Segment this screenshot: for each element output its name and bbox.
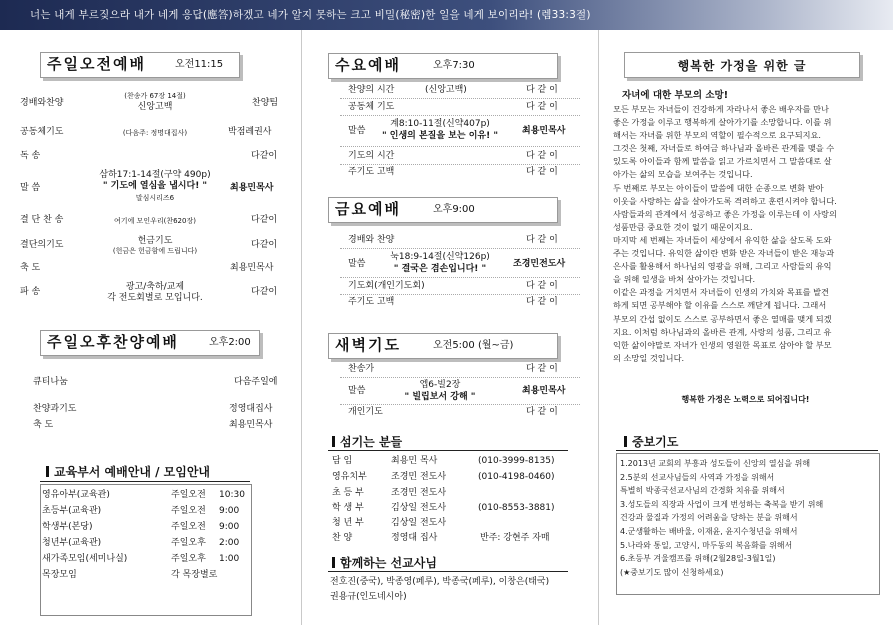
edu-row-day: 주일오후 <box>171 554 206 564</box>
row-divider <box>340 146 580 147</box>
order-detail: (헌금은 헌금함에 드립니다) <box>112 247 198 255</box>
article-line: 부모의 간섭 없이도 스스로 공부하면서 좋은 열매를 맺게 되겠 <box>613 313 832 324</box>
article-line: 을 위해 일생을 바쳐 살아가는 것입니다. <box>613 274 756 285</box>
order-detail: " 기도에 열심을 냅시다! " <box>102 181 208 191</box>
order-detail: " 인생의 본질을 보는 이유! " <box>381 131 499 141</box>
edu-row-day: 각 목장별로 <box>171 570 218 580</box>
order-detail: (찬송가 67장 14절) <box>124 92 186 100</box>
server-name: 김상일 전도사 <box>391 503 447 513</box>
server-role: 찬 양 <box>332 533 353 543</box>
order-label: 말 씀 <box>20 183 41 193</box>
article-title: 행복한 가정을 위한 글 <box>677 59 807 73</box>
server-name: 조경민 전도사 <box>391 472 447 482</box>
wednesday-service-header <box>328 53 558 79</box>
row-divider <box>340 98 580 99</box>
order-leader: 다 같 이 <box>526 407 558 417</box>
article-line: 주는 것입니다. 유익한 삶이란 변화 받은 자녀들이 받은 재능과 <box>613 248 835 259</box>
edu-row-name: 목장모임 <box>42 570 77 580</box>
edu-row-name: 청년부(교육관) <box>42 538 102 548</box>
edu-row-name: 영유아부(교육관) <box>42 490 110 500</box>
education-box <box>40 484 252 616</box>
missionaries-list: 권용규(인도네시아) <box>330 592 407 602</box>
article-line: 의 소망일 것입니다. <box>613 352 685 363</box>
wednesday-service-time: 오후7:30 <box>433 60 475 71</box>
order-leader: 최용민목사 <box>230 263 274 273</box>
edu-row-day: 주일오후 <box>171 538 206 548</box>
order-leader: 최용민목사 <box>229 420 273 430</box>
order-label: 말씀 <box>348 126 366 136</box>
order-leader: 다 같 이 <box>526 167 558 177</box>
order-label: 독 송 <box>20 151 41 161</box>
server-name: 최용민 목사 <box>391 456 438 466</box>
dawn-prayer-title: 새벽기도 <box>335 336 401 354</box>
article-line: 이웃을 사랑하는 삶을 살아가도록 격려하고 훈련시켜야 합니다. <box>613 195 837 206</box>
order-label: 큐티나눔 <box>33 377 68 387</box>
row-divider <box>340 164 580 165</box>
education-heading: 교육부서 예배안내 / 모임안내 <box>46 463 210 480</box>
order-leader: 다같이 <box>251 240 278 250</box>
article-body <box>613 103 878 365</box>
order-label: 주기도 고백 <box>348 167 395 177</box>
order-leader: 박점례권사 <box>228 127 272 137</box>
friday-service-time: 오후9:00 <box>433 204 475 215</box>
intercession-item: 4.군생활하는 배바울, 이재윤, 윤지수청년을 위해서 <box>620 526 798 536</box>
article-line: 이같은 과정을 거치면서 자녀들이 인생의 가치와 목표를 발견 <box>613 287 829 298</box>
order-label: 경배와 찬양 <box>348 235 395 245</box>
edu-row-time: 9:00 <box>219 522 240 532</box>
missionaries-heading: 함께하는 선교사님 <box>332 554 437 571</box>
missionaries-heading-rule <box>328 571 568 572</box>
afternoon-service-title: 주일오후찬양예배 <box>47 333 179 351</box>
order-detail: 계8:10-11절(신약407p) <box>390 119 490 129</box>
row-divider <box>340 248 580 249</box>
order-label: 축 도 <box>33 420 54 430</box>
order-detail: 엡6-빌2장 <box>419 380 461 390</box>
edu-row-name: 학생부(본당) <box>42 522 93 532</box>
order-leader: 다같이 <box>251 151 278 161</box>
order-detail: (다음주: 정명대집사) <box>122 129 188 137</box>
servers-heading: 섬기는 분들 <box>332 433 402 450</box>
intercession-list <box>620 457 876 579</box>
order-detail: 여기에 모인우리(찬620장) <box>114 217 196 225</box>
order-leader: 다 같 이 <box>526 102 558 112</box>
intercession-item: 5.나라와 통일, 고양시, 마두동의 복음화를 위해서 <box>620 540 793 550</box>
order-leader: 정영대집사 <box>229 404 273 414</box>
order-label: 결단의기도 <box>20 240 64 250</box>
intercession-item: 2.5분의 선교사님들의 사역과 가정을 위해서 <box>620 472 775 482</box>
article-subtitle: 자녀에 대한 부모의 소망! <box>622 90 729 101</box>
server-role: 초 등 부 <box>332 488 364 498</box>
row-divider <box>340 294 580 295</box>
order-leader: 다 같 이 <box>526 364 558 374</box>
order-label: 공동체기도 <box>20 127 64 137</box>
order-label: 찬양과기도 <box>33 404 77 414</box>
order-label: 기도의 시간 <box>348 151 395 161</box>
server-accompanist: 반주: 강현주 자매 <box>480 533 550 543</box>
order-leader: 다 같 이 <box>526 281 558 291</box>
afternoon-service-time: 오후2:00 <box>209 337 251 348</box>
banner-verse: 너는 내게 부르짖으라 내가 네게 응답(應答)하겠고 네가 알지 못하는 크고 비밀(秘密)한 일을 네게 보이리라! (렘33:3절) <box>30 9 591 21</box>
row-divider <box>340 377 580 378</box>
edu-row-time: 2:00 <box>219 538 240 548</box>
article-line: 은사를 활용해서 하나님의 영광을 위해, 그리고 사람들의 유익 <box>613 261 832 272</box>
order-leader: 최용민목사 <box>522 386 566 396</box>
server-role: 담 임 <box>332 456 353 466</box>
article-header <box>624 52 860 78</box>
dawn-prayer-header <box>328 333 558 359</box>
server-role: 청 년 부 <box>332 518 364 528</box>
servers-heading-rule <box>328 450 568 451</box>
order-leader: 다 같 이 <box>526 85 558 95</box>
edu-row-time: 9:00 <box>219 506 240 516</box>
order-detail: 말심시리즈6 <box>135 194 175 202</box>
order-detail: (신앙고백) <box>425 85 467 95</box>
order-leader: 최용민목사 <box>522 126 566 136</box>
row-divider <box>340 115 580 116</box>
order-leader: 최용민목사 <box>230 183 274 193</box>
order-leader: 다같이 <box>251 215 278 225</box>
top-banner <box>0 0 893 30</box>
order-label: 기도회(개인기도회) <box>348 281 425 291</box>
intercession-item: 건강과 물질과 가정의 어려움을 당하는 분을 위해서 <box>620 513 798 523</box>
article-line: 하게 되면 공부해야 할 이유를 스스로 깨닫게 됩니다. 그래서 <box>613 300 827 311</box>
server-role: 영유치부 <box>332 472 367 482</box>
order-label: 축 도 <box>20 263 41 273</box>
column-divider <box>301 30 302 625</box>
afternoon-service-header <box>40 330 260 356</box>
dawn-prayer-time: 오전5:00 (월~금) <box>433 340 514 351</box>
article-line: 지요. 이처럼 하나님과의 올바른 관계, 사랑의 성품, 그리고 유 <box>613 326 832 337</box>
order-detail: 삼하17:1-14절(구약 490p) <box>99 170 211 180</box>
order-leader: 찬양팀 <box>252 98 279 108</box>
article-closing: 행복한 가정은 노력으로 되어집니다! <box>681 395 810 404</box>
article-line: 성품만큼 중요한 것이 없기 때문이지요. <box>613 221 753 232</box>
order-label: 결 단 찬 송 <box>20 215 64 225</box>
server-phone: (010-4198-0460) <box>478 472 555 482</box>
order-detail: 헌금기도 <box>137 236 173 246</box>
edu-row-day: 주일오전 <box>171 490 206 500</box>
friday-service-title: 금요예배 <box>335 200 401 218</box>
intercession-item: 3.성도들의 직장과 사업이 크게 번성하는 축복을 받기 위해 <box>620 499 824 509</box>
row-divider <box>340 404 580 405</box>
order-leader: 다 같 이 <box>526 297 558 307</box>
edu-row-name: 초등부(교육관) <box>42 506 102 516</box>
order-label: 개인기도 <box>348 407 383 417</box>
order-leader: 다같이 <box>251 287 278 297</box>
morning-service-header <box>40 52 240 78</box>
order-label: 공동체 기도 <box>348 102 395 112</box>
server-phone: (010-8553-3881) <box>478 503 555 513</box>
intercession-heading: 중보기도 <box>624 433 678 450</box>
article-line: 사람들과의 관계에서 성공하고 좋은 가정을 이루는데 이 사랑의 <box>613 208 837 219</box>
intercession-item: 1.2013년 교회의 부흥과 성도들이 신앙의 열심을 위해 <box>620 459 811 468</box>
article-line: 익한 삶이야말로 자녀가 인생의 영원한 목표로 삼아야 할 부모 <box>613 339 832 350</box>
article-line: 마지막 세 번째는 자녀들이 세상에서 유익한 삶을 살도록 도와 <box>613 234 832 245</box>
edu-row-name: 새가족모임(세미나실) <box>42 554 128 564</box>
order-detail: 광고/축하/교제 <box>125 282 185 292</box>
missionaries-list: 전호진(중국), 박종영(페루), 박종국(페루), 이창은(태국) <box>330 577 550 587</box>
article-line: 두 번째로 부모는 아이들이 말씀에 대한 순종으로 변화 받아 <box>613 182 824 193</box>
intercession-box <box>616 453 880 595</box>
order-leader: 다 같 이 <box>526 151 558 161</box>
order-label: 경배와찬양 <box>20 98 64 108</box>
order-detail: 각 전도회별로 모입니다. <box>107 293 203 303</box>
order-label: 찬송가 <box>348 364 375 374</box>
education-heading-rule <box>40 481 250 482</box>
edu-row-day: 주일오전 <box>171 506 206 516</box>
edu-row-time: 10:30 <box>219 490 245 500</box>
order-label: 파 송 <box>20 287 41 297</box>
article-line: 좋은 가정을 이루고 행복하게 살아가기를 소망합니다. 이를 위 <box>613 117 832 128</box>
article-line: 그것은 첫째, 자녀들로 하여금 하나님과 올바른 관계를 맺을 수 <box>613 143 835 154</box>
intercession-item: 특별히 박종국선교사님의 간경화 치유를 위해서 <box>620 486 785 496</box>
server-role: 학 생 부 <box>332 503 364 513</box>
server-name: 정영대 집사 <box>391 533 438 543</box>
wednesday-service-title: 수요예배 <box>335 56 401 74</box>
server-phone: (010-3999-8135) <box>478 456 555 466</box>
order-detail: 눅18:9-14절(신약126p) <box>390 252 490 262</box>
article-line: 해서는 자녀를 위한 부모의 역할이 필수적으로 요구되지요. <box>613 130 822 141</box>
friday-service-header <box>328 197 558 223</box>
order-label: 말씀 <box>348 259 366 269</box>
order-detail: " 빌립보서 강해 " <box>404 392 476 402</box>
order-leader: 다 같 이 <box>526 235 558 245</box>
order-detail: " 결국은 겸손입니다! " <box>393 264 487 274</box>
column-divider <box>598 30 599 625</box>
intercession-item: (★중보기도 많이 신청하세요) <box>620 567 724 577</box>
server-name: 김상일 전도사 <box>391 518 447 528</box>
edu-row-time: 1:00 <box>219 554 240 564</box>
intercession-item: 6.초등부 겨울캠프를 위해(2월28일-3월1일) <box>620 554 776 564</box>
order-label: 찬양의 시간 <box>348 85 395 95</box>
order-label: 주기도 고백 <box>348 297 395 307</box>
article-line: 있도록 아이들과 함께 말씀을 읽고 가르치면서 그 말씀대로 살 <box>613 156 832 167</box>
morning-service-title: 주일오전예배 <box>47 55 146 73</box>
edu-row-day: 주일오전 <box>171 522 206 532</box>
server-name: 조경민 전도사 <box>391 488 447 498</box>
order-detail: 신앙고백 <box>137 102 173 112</box>
order-leader: 조경민전도사 <box>513 259 566 269</box>
morning-service-time: 오전11:15 <box>175 59 224 70</box>
article-line: 아가는 삶의 모습을 보여주는 것입니다. <box>613 169 753 180</box>
order-label: 말씀 <box>348 386 366 396</box>
row-divider <box>340 277 580 278</box>
intercession-heading-rule <box>616 450 878 451</box>
article-line: 모든 부모는 자녀들이 건강하게 자라나서 좋은 배우자를 만나 <box>613 104 829 114</box>
order-leader: 다음주일에 <box>234 377 278 387</box>
